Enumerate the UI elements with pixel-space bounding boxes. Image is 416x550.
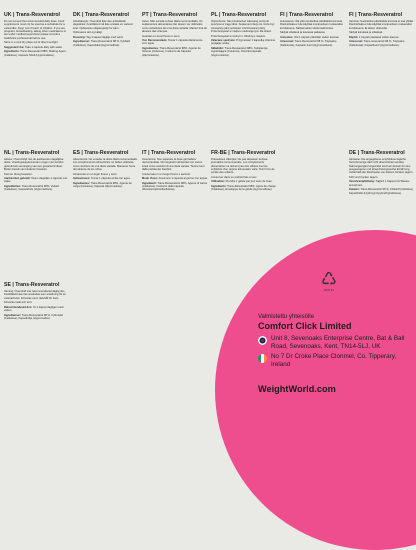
dose-text: Suggested Use: Take 1 capsule daily with water. [4,45,63,49]
ingredients-text: Ainesosat: Trans-resveratroli 98 %, Täyteaine (Selluloosa), Kapselikuori (Hypromelloosi). [349,40,405,47]
advice-text: Advies: Overschrijd niet de aanbevolen dagelijkse dosis. Voedingssupplementen mogen niet worden gebruikt als vervanging van een gevarieerd dieet. Buiten bereik van kinderen bewaren. [4,158,64,172]
language-block-fr-be [211,150,277,285]
block-heading: DE | Trans-Resveratrol [349,150,405,156]
language-block-fi [280,12,346,147]
distributor-label: Valmistettu yhteisölle [258,314,314,320]
dose-text: Dosering: Tag 1 kapsel dagligt med vand. [73,35,124,39]
advice-text: Hinweise: Die angegebene empfohlene tägliche Verzehrmenge darf nicht überschritten werden. Nahrungsergänzungsmittel sind kein Ersatz für eine ausgewogene und abwechslungsreiche Ernährung. Außerhalb der Reichweite von kleinen Kindern lagern. [349,158,414,175]
uk-address: Unit 8, Sevenoaks Enterprise Centre, Bat & Ball Road, Sevenoaks, Kent, TN14-5LJ, UK [271,335,405,350]
dose-text: Käyttö: 1 kapseli päivässä veden kanssa. [349,35,400,39]
block-heading: FI | Trans-Resveratrol [280,12,334,18]
ingredients-text: Ingredientes: Trans-Resveratrol 98%, Agente de carga (Celulosa), Cápsula (Hipromelosa). [73,181,132,188]
ingredients-text: Ingredients: Trans-Resveratrol 98%, Bulking Agent (Cellulose), Capsule Shell (Hypromellose). [4,50,66,57]
storage-text: Opbevares tørt og køligt. [73,31,103,35]
language-block-uk [4,12,70,147]
block-heading: IT | Trans-Resveratrol [142,150,196,156]
uk-address-row [258,335,416,350]
dose-text: Uso Recomendado: Tomar 1 cápsula diariamente com água. [142,39,203,46]
website-url: WeightWorld.com [258,384,336,394]
language-block-pt [142,12,208,147]
advice-text: Varoitus: Suositeltua päivittäistä annosta ei saa ylittää. Ravintolisää ei tule käyttää monipuolisen ruokavalion korvikkeena. Ei lasten ulottuville. [349,20,414,30]
block-heading: SE | Trans-Resveratrol [4,282,60,288]
advice-text: Huomautus: Älä ylitä suositeltua päivittäistä annosta. Ravintolisää ei tule käyttää monipuolisen ruokavalion korvikkeena. Säilytä lasten ulottumattomissa. [280,20,344,30]
block-heading: PL | Trans-Resveratrol [211,12,267,18]
advice-text: Ostrzeżenie: Nie przekraczać zalecanej porcji do spożycia w ciągu dnia. Suplement diety nie może być stosowany jako substytut zróżnicowanej diety. Przechowywać w miejscu niedostępnym dla dzieci. [211,20,275,34]
language-block-it [142,150,208,285]
advice-text: Aviso: Não exceda a dose diária recomendada. Os suplementos alimentares não devem ser utilizados como substitutos de uma dieta variada. Manter fora do alcance das crianças. [142,20,207,34]
ingredients-text: Ingrédients: Trans-Resvératrol 98%, Agent de charge (Cellulose), Enveloppe de la gélule (Hypromellose). [211,184,276,192]
storage-text: Store in a cool dry place out of direct sunlight. [4,41,59,45]
advice-text: Advertencia: No exceder la dosis diaria recomendada. Los complementos alimenticios no deben utilizarse como sustituto de una dieta variada. Mantener fuera del alcance de los niños. [73,158,138,172]
storage-text: Conserver dans un endroit frais et sec. [211,175,258,179]
ingredients-text: Składniki: Trans-Resweratrol 98%, Substancja wypełniająca (Celuloza), Otoczka kapsułki (Hypromeloza). [211,46,268,57]
block-heading: UK | Trans-Resveratrol [4,12,60,18]
ingredients-text: Zutaten: Trans-Resveratrol 98 %, Füllstoff (Cellulose), Kapselhülle (Hydroxypropylmethylcellulose). [349,188,414,195]
block-heading: FI | Trans-Resveratrol [349,12,403,18]
dose-text: Rekommenderad dos: Ta 1 kapsel dagligen med vatten. [4,305,64,313]
storage-text: Koel en droog bewaren. [4,172,33,176]
language-block-es [73,150,139,285]
block-heading: DK | Trans-Resveratrol [73,12,129,18]
ingredients-text: Ingredienser: Trans-Resveratrol 98 %, Fyldstof (Cellulose), Kapselskal (Hypromellose). [73,40,130,47]
ingredients-text: Ingredienser: Trans-Resveratrol 98 %, Fyllmedel (Cellulosa), Kapselhölje (Hypromellos). [4,313,64,320]
recycle-symbol: ♺ [320,269,338,289]
dose-text: Zalecane spożycie: Przyjmować 1 kapsułkę dziennie popijając wodą. [211,39,276,46]
storage-text: Säilytä viileässä ja kuivassa paikassa. [280,31,326,35]
storage-text: Kühl und trocken lagern. [349,175,379,179]
ireland-flag-icon [258,354,267,363]
dose-text: Verzehrempfehlung: Täglich 1 Kapsel mit Wasser einnehmen. [349,180,410,187]
language-block-fi-2 [349,12,415,147]
recycle-icon [318,270,340,296]
advice-text: Do not exceed the recommended daily dose. Food supplements must not be used as a substitute for a varied diet. Keep out of reach of children. If you are pregnant, breastfeeding, taking other medications or are under medical supervision please consult a healthcare professional before use. [4,20,67,40]
ie-address-row [258,353,416,368]
advice-text: Anbefalinger: Overskrid ikke den anbefalede dagsdosis. Kosttilskud må ikke erstatte en varieret kost. Opbevares utilgængeligt for børn. [73,20,133,30]
block-heading: ES | Trans-Resveratrol [73,150,129,156]
dose-text: Annostus: Ota 1 kapseli päivittäin veden kanssa. [280,35,340,39]
dose-text: Utilisation: Prendre 1 gélule par jour avec de l'eau. [211,180,273,184]
ingredients-text: Ingredientes: Trans-Resveratrol 98%, Agente de Volume (Celulose), Invólucro da Cápsula (Hipromelose). [142,46,201,57]
dose-text: Modo d'uso: Assumere 1 capsula al giorno con acqua. [142,177,208,181]
dose-text: Aanbevolen gebruik: Neem dagelijks 1 capsule met water. [4,177,68,184]
storage-text: Guardar em local fresco e seco. [142,34,181,38]
ingredients-text: Ingredienti: Trans-Resveratrolo 98%, Agente di carica (Cellulosa), Involucro della capsula (Idrossipropilmetilcellulosa). [142,181,207,192]
language-block-nl [4,150,70,285]
dose-text: Indicaciones: Tomar 1 cápsula al día con agua. [73,177,131,181]
uk-flag-icon [258,336,267,345]
language-block-pl [211,12,277,147]
ingredients-text: Ingrediënten: Trans-Resveratrol 98%, Vulstof (Cellulose), Capsulehuls (Hypromellose). [4,184,59,192]
ie-address: No 7 Dr Croke Place Clonmel, Co. Tipperary, Ireland [271,353,397,368]
storage-text: Almacenar en un lugar fresco y seco. [73,172,118,176]
advice-text: Précautions d'Emploi: Ne pas dépasser la dose journalière recommandée. Les compléments alimentaires ne doivent pas être utilisés comme substituts d'un régime alimentaire varié. Tenir hors de portée des enfants. [211,158,275,175]
block-heading: PT | Trans-Resveratrol [142,12,198,18]
storage-text: Conservare in un luogo fresco e asciutto. [142,172,191,176]
advice-text: Avvertenze: Non superare la dose giornaliera raccomandata. Gli integratori alimentari non vanno intesi come sostituti di una dieta variata. Tenere fuori dalla portata dei bambini. [142,158,205,172]
manufacturer-info [258,314,416,368]
language-block-dk [73,12,139,147]
ingredients-text: Ainesosat: Trans-Resveratroli 98 %, Täyteaine (Selluloosa), Kapselin kuori (Hypromelloosi). [280,40,337,47]
language-block-se [4,282,70,417]
block-heading: FR-BE | Trans-Resveratrol [211,150,276,156]
advice-text: Varning: Överskrid inte rekommenderad daglig dos. Kosttillskott ska inte användas som ersättning för en varierad kost. Förvaras utom räckhåll för barn. [4,290,66,300]
storage-text: Förvaras svalt och torrt. [4,301,33,305]
recycle-code: PAP 21 [324,288,334,292]
block-heading: NL | Trans-Resveratrol [4,150,60,156]
storage-text: Przechowywać w suchym i chłodnym miejscu. [211,34,266,38]
storage-text: Säilytä kuivassa ja viileässä. [349,31,383,35]
company-name: Comfort Click Limited [258,321,352,331]
